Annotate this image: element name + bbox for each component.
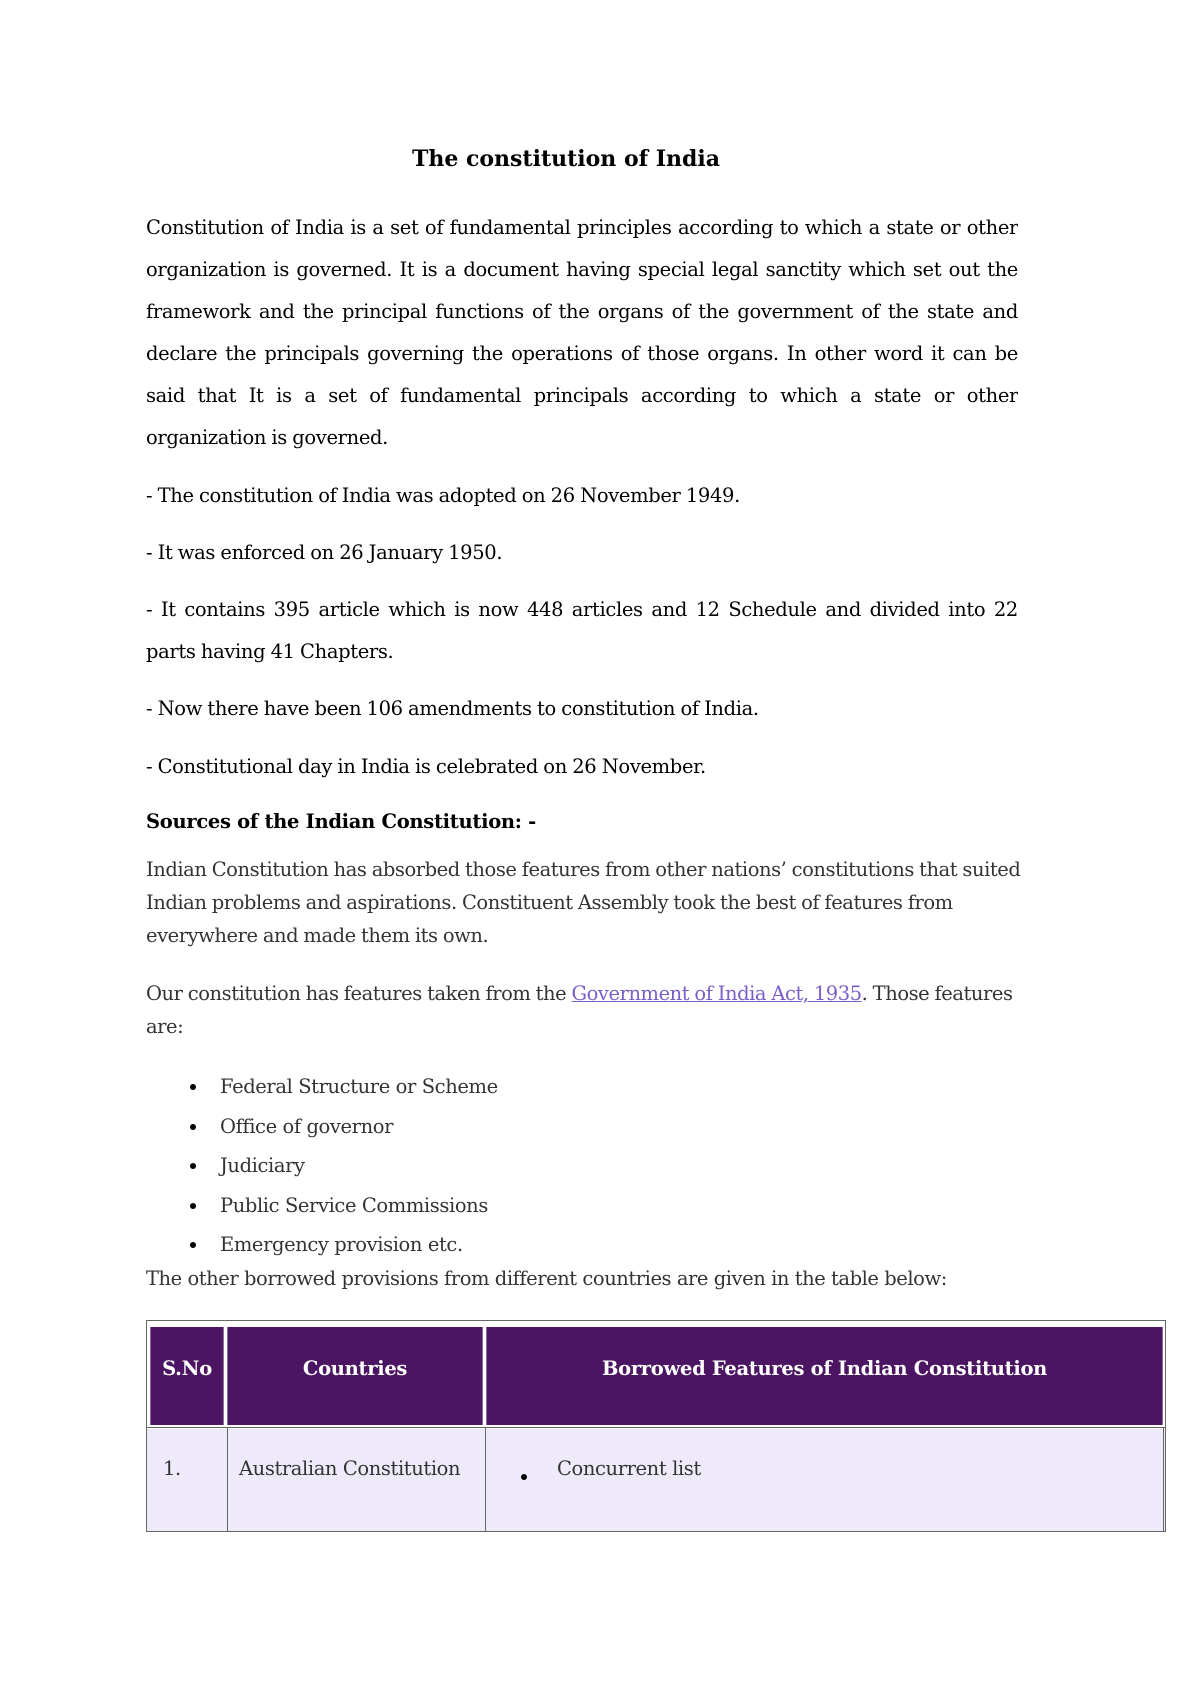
sources-paragraph: [146, 853, 1046, 952]
list-item: [186, 1225, 498, 1265]
column-divider: [485, 1427, 486, 1531]
list-item: [186, 1067, 498, 1107]
fact-amendments: - Now there have been 106 amendments to constitution of India.: [146, 697, 759, 720]
bullet-icon: [190, 1084, 196, 1090]
list-item-text: Emergency provision etc.: [220, 1233, 463, 1256]
column-divider: [1163, 1427, 1164, 1531]
intro-line: declare the principals governing the operations of those organs. In other word it can be: [146, 342, 1018, 365]
sources-line: everywhere and made them its own.: [146, 924, 489, 947]
list-item-text: Office of governor: [220, 1114, 393, 1138]
row-divider: [147, 1427, 1165, 1428]
column-header-sno: S.No: [150, 1327, 224, 1425]
column-divider: [227, 1427, 228, 1531]
intro-line: organization is governed.: [146, 426, 389, 449]
bullet-icon: [190, 1124, 196, 1130]
list-item: [186, 1107, 498, 1147]
fact-articles: [146, 589, 1018, 673]
borrowed-features-table: [146, 1320, 1166, 1532]
intro-line: organization is governed. It is a document having special legal sanctity which set out the: [146, 258, 1018, 281]
intro-paragraph: [146, 207, 1018, 459]
fact-articles-line1: - It contains 395 article which is now 448 articles and 12 Schedule and divided into 22: [146, 598, 1018, 621]
bullet-icon: [190, 1203, 196, 1209]
bullet-icon: [190, 1163, 196, 1169]
list-item-text: Public Service Commissions: [220, 1193, 488, 1217]
column-header-countries: Countries: [227, 1327, 483, 1425]
features-prefix: Our constitution has features taken from the: [146, 982, 572, 1005]
fact-constitution-day: - Constitutional day in India is celebrated on 26 November.: [146, 755, 706, 778]
column-header-features: Borrowed Features of Indian Constitution: [486, 1327, 1163, 1425]
sources-line: Indian Constitution has absorbed those features from other nations’ constitutions that suited: [146, 858, 1021, 881]
fact-articles-line2: parts having 41 Chapters.: [146, 640, 394, 663]
list-item: [186, 1146, 498, 1186]
cell-features: [517, 1429, 1157, 1531]
fact-enforced: - It was enforced on 26 January 1950.: [146, 541, 503, 564]
features-line: [146, 977, 1046, 1010]
intro-line: Constitution of India is a set of fundamental principles according to which a state or other: [146, 216, 1018, 239]
features-list: [186, 1067, 498, 1265]
features-suffix: . Those features: [861, 982, 1013, 1005]
list-item-text: Judiciary: [220, 1154, 305, 1177]
cell-sno: 1.: [163, 1457, 181, 1480]
cell-feature-text: Concurrent list: [557, 1457, 701, 1480]
government-of-india-act-link[interactable]: Government of India Act, 1935: [571, 982, 862, 1005]
features-paragraph: [146, 977, 1046, 1043]
bullet-icon: [521, 1474, 527, 1480]
table-intro: The other borrowed provisions from different countries are given in the table below:: [146, 1267, 947, 1290]
document-title: The constitution of India: [411, 146, 721, 172]
list-item-text: Federal Structure or Scheme: [220, 1075, 498, 1098]
sources-heading: Sources of the Indian Constitution: -: [146, 810, 536, 833]
intro-line: framework and the principal functions of the organs of the government of the state and: [146, 300, 1018, 323]
bullet-icon: [190, 1242, 196, 1248]
cell-country: Australian Constitution: [239, 1457, 461, 1480]
list-item: [186, 1186, 498, 1226]
sources-line: Indian problems and aspirations. Constituent Assembly took the best of features from: [146, 891, 953, 914]
fact-adopted: - The constitution of India was adopted on 26 November 1949.: [146, 484, 740, 507]
features-line-2: are:: [146, 1015, 184, 1038]
intro-line: said that It is a set of fundamental principals according to which a state or other: [146, 384, 1018, 407]
